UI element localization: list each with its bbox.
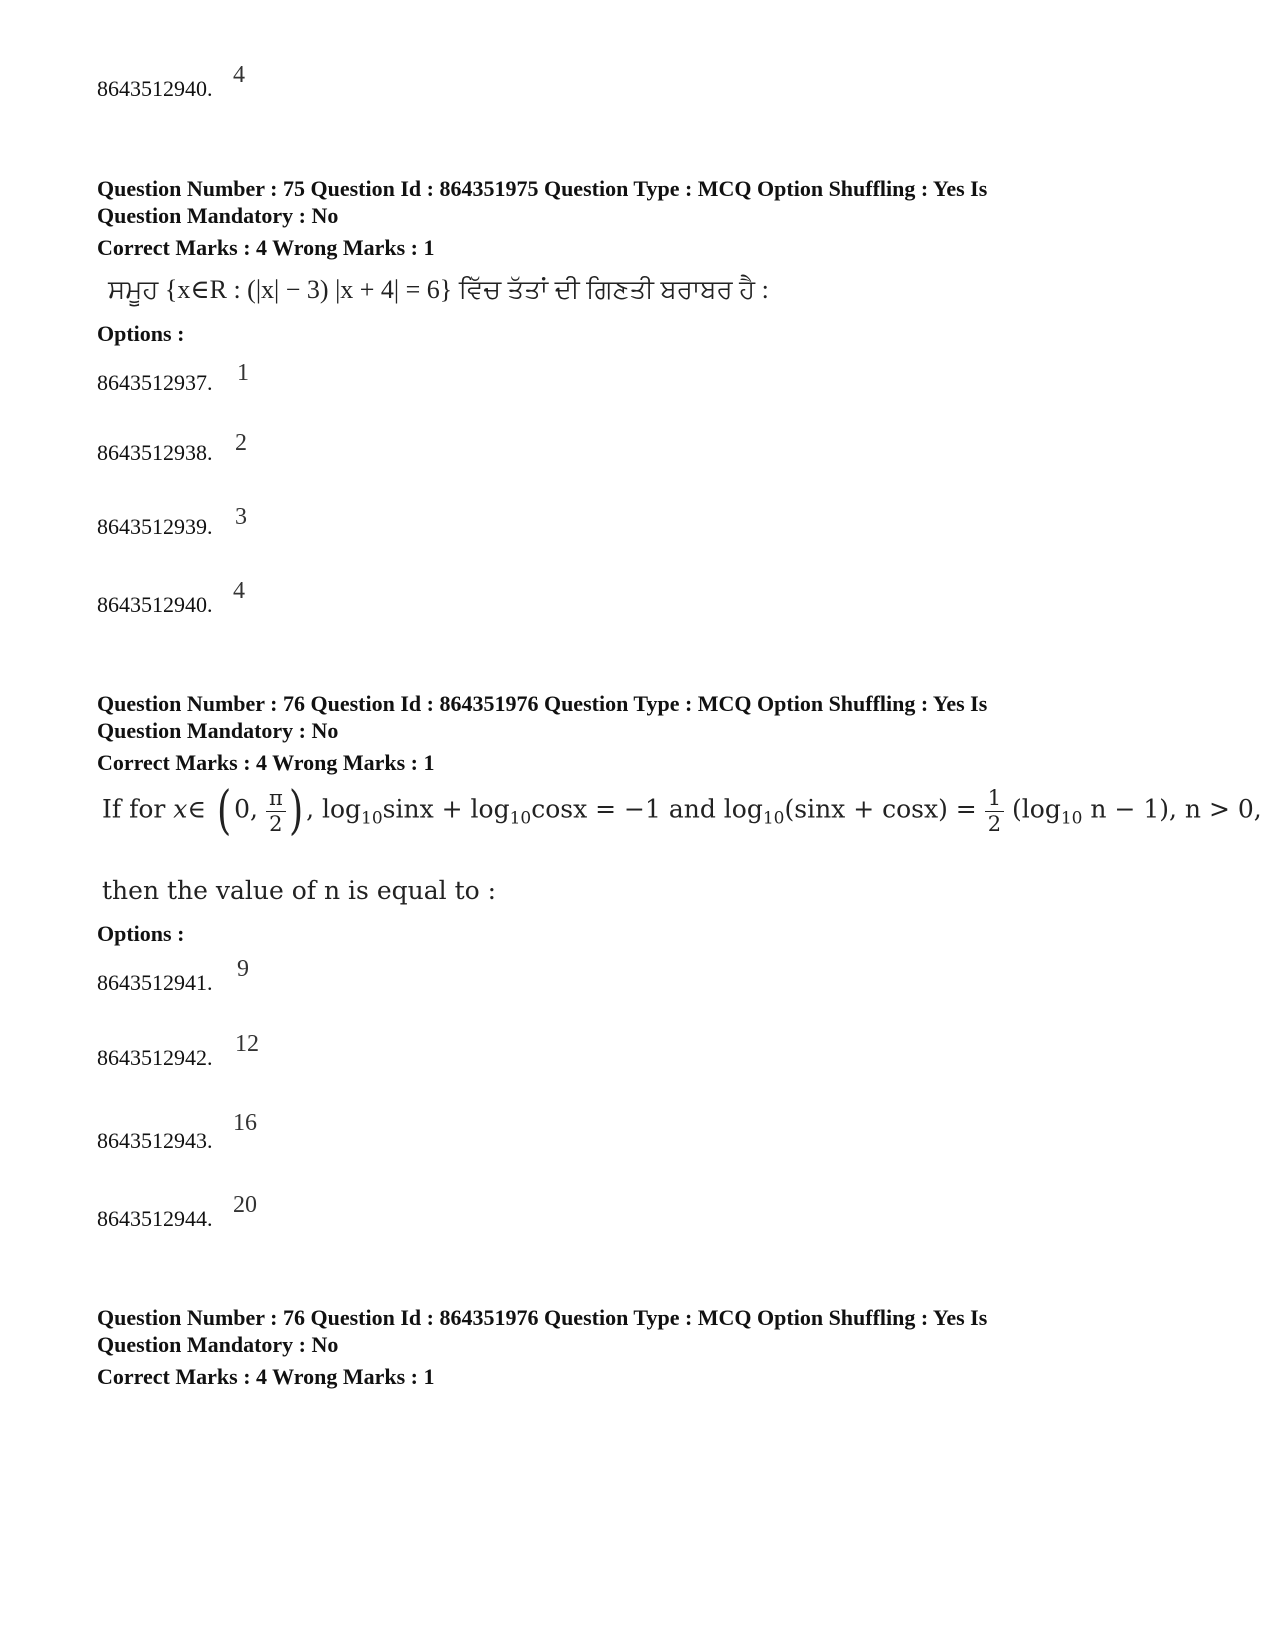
cos-term: cosx = −1 and log xyxy=(531,794,763,824)
option-id: 8643512939. xyxy=(97,514,213,539)
interval-start: 0, xyxy=(234,794,258,824)
option-id: 8643512940. xyxy=(97,592,213,617)
question-text xyxy=(102,781,1262,841)
question-lead: If for xyxy=(102,794,174,824)
option-value: 20 xyxy=(233,1192,257,1218)
log-base: 10 xyxy=(762,808,785,829)
question-text-math: ਸਮੂਹ {x∈R : (|x| − 3) |x + 4| = 6} xyxy=(108,275,453,304)
log-base: 10 xyxy=(361,808,383,829)
option-value: 1 xyxy=(237,360,249,386)
sin-term: sinx + log xyxy=(382,794,510,824)
question-mandatory: Question Mandatory : No xyxy=(97,203,339,228)
question-mandatory: Question Mandatory : No xyxy=(97,1332,339,1357)
condition-term: n − 1), n > 0, xyxy=(1082,794,1262,824)
option-value: 3 xyxy=(235,504,247,530)
option-value: 16 xyxy=(233,1110,257,1136)
question-mandatory: Question Mandatory : No xyxy=(97,718,339,743)
fraction-half xyxy=(985,785,1004,836)
question-marks: Correct Marks : 4 Wrong Marks : 1 xyxy=(97,750,435,775)
options-label: Options : xyxy=(97,321,185,346)
log-term: (log xyxy=(1004,794,1061,824)
question-header: Question Number : 75 Question Id : 864351975 Question Type : MCQ Option Shuffling : Yes Is xyxy=(97,176,988,201)
option-value: 4 xyxy=(233,62,245,88)
fraction-numerator: 1 xyxy=(985,788,1004,812)
option-id: 8643512944. xyxy=(97,1206,213,1231)
options-label: Options : xyxy=(97,921,185,946)
option-id: 8643512943. xyxy=(97,1128,213,1153)
fraction-denominator: 2 xyxy=(269,811,283,836)
question-text-line2: then the value of n is equal to : xyxy=(102,876,497,905)
option-id: 8643512940. xyxy=(97,76,213,101)
option-value: 2 xyxy=(235,430,247,456)
right-paren: ) xyxy=(288,781,304,841)
sum-term: (sinx + cosx) = xyxy=(784,794,977,824)
question-marks: Correct Marks : 4 Wrong Marks : 1 xyxy=(97,235,435,260)
fraction-numerator: π xyxy=(266,788,286,812)
question-text-punjabi: ਵਿੱਚ ਤੱਤਾਂ ਦੀ ਗਿਣਤੀ ਬਰਾਬਰ ਹੈ : xyxy=(458,275,769,304)
variable-x: x∈ xyxy=(173,794,206,824)
fraction-pi-over-2 xyxy=(266,785,286,836)
question-text xyxy=(108,275,769,306)
log-base: 10 xyxy=(509,808,532,829)
log-term: , log xyxy=(306,794,362,824)
question-header: Question Number : 76 Question Id : 864351976 Question Type : MCQ Option Shuffling : Yes Is xyxy=(97,691,988,716)
fraction-denominator: 2 xyxy=(987,811,1002,836)
option-id: 8643512942. xyxy=(97,1045,213,1070)
option-value: 9 xyxy=(237,956,249,982)
option-id: 8643512938. xyxy=(97,440,213,465)
option-id: 8643512937. xyxy=(97,370,213,395)
left-paren: ( xyxy=(216,781,232,841)
option-id: 8643512941. xyxy=(97,970,213,995)
question-marks: Correct Marks : 4 Wrong Marks : 1 xyxy=(97,1364,435,1389)
option-value: 12 xyxy=(235,1031,259,1057)
question-header: Question Number : 76 Question Id : 864351976 Question Type : MCQ Option Shuffling : Yes Is xyxy=(97,1305,988,1330)
option-value: 4 xyxy=(233,578,245,604)
log-base: 10 xyxy=(1060,808,1083,829)
